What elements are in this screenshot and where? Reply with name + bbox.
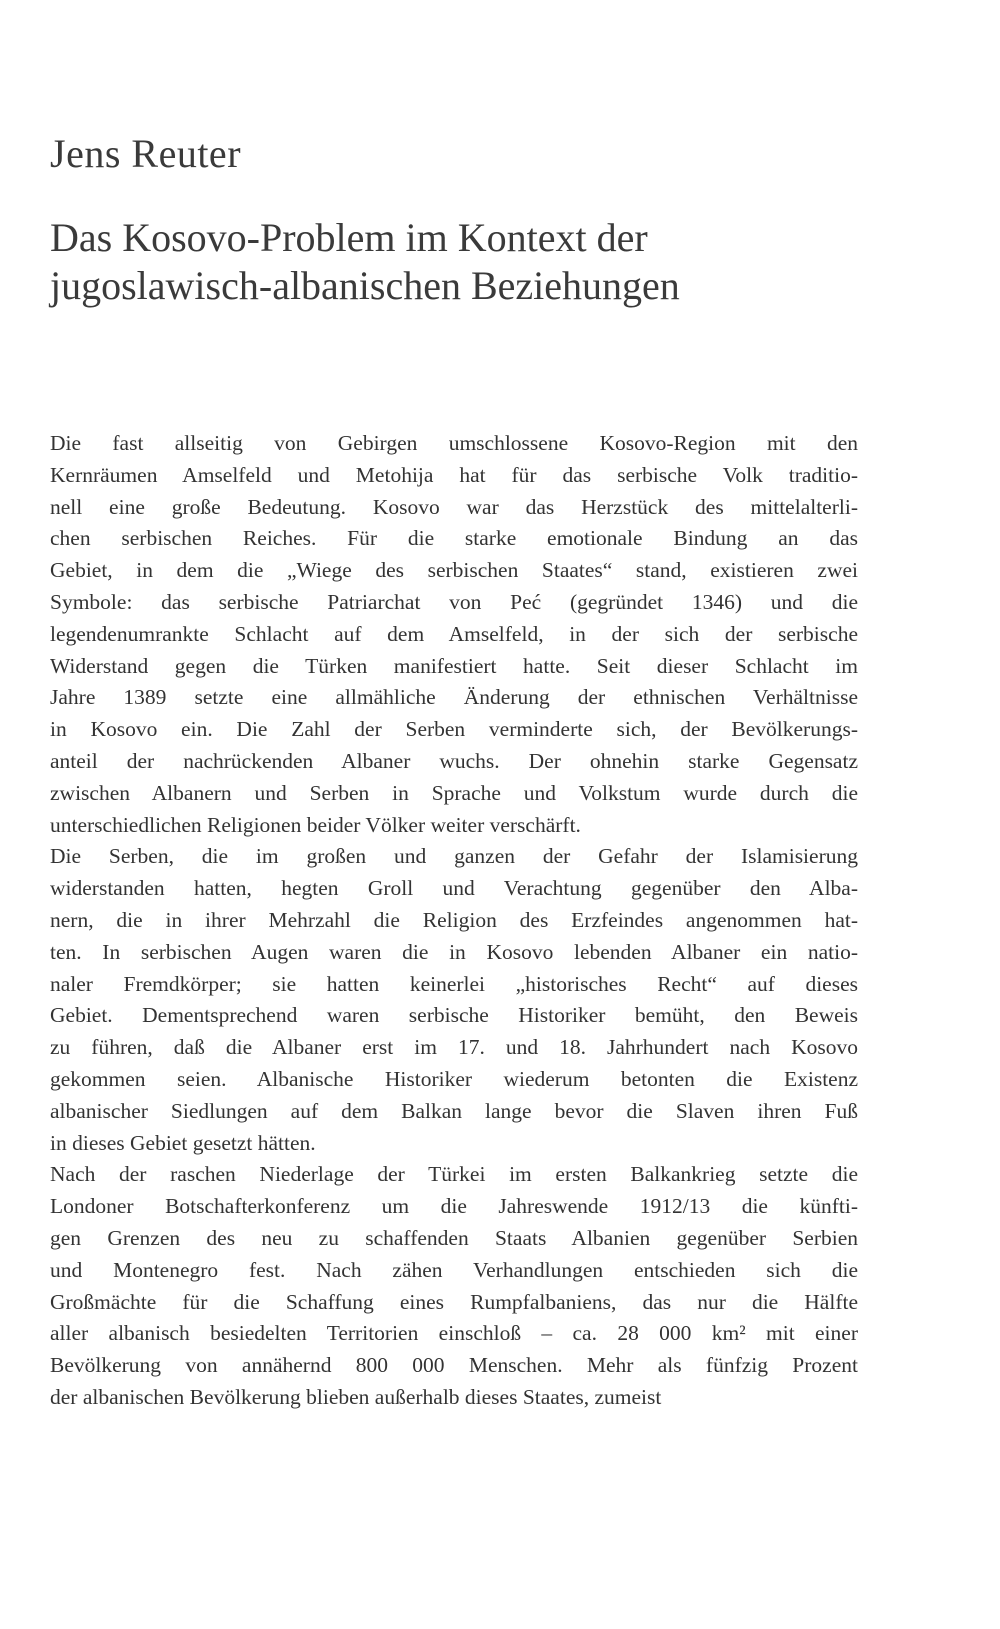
- text-line: anteil der nachrückenden Albaner wuchs. Der ohnehin starke Gegensatz: [50, 748, 858, 773]
- author-name: Jens Reuter: [50, 131, 242, 176]
- article-title: [50, 214, 810, 310]
- paragraph: [50, 428, 858, 841]
- text-line: Jahre 1389 setzte eine allmähliche Änderung der ethnischen Verhältnisse: [50, 685, 858, 710]
- paragraph: [50, 1159, 858, 1413]
- text-line: zwischen Albanern und Serben in Sprache und Volkstum wurde durch die: [50, 780, 858, 805]
- text-line: unterschiedlichen Religionen beider Völker weiter verschärft.: [50, 812, 581, 837]
- text-line: in Kosovo ein. Die Zahl der Serben verminderte sich, der Bevölkerungs-: [50, 717, 858, 742]
- text-line: naler Fremdkörper; sie hatten keinerlei „historisches Recht“ auf dieses: [50, 971, 858, 996]
- text-line: Symbole: das serbische Patriarchat von Peć (gegründet 1346) und die: [50, 589, 858, 614]
- text-line: widerstanden hatten, hegten Groll und Verachtung gegenüber den Alba-: [50, 876, 858, 901]
- text-line: Nach der raschen Niederlage der Türkei im ersten Balkankrieg setzte die: [50, 1162, 858, 1187]
- text-line: gekommen seien. Albanische Historiker wiederum betonten die Existenz: [50, 1066, 858, 1091]
- text-line: legendenumrankte Schlacht auf dem Amselfeld, in der sich der serbische: [50, 621, 858, 646]
- text-line: Die Serben, die im großen und ganzen der Gefahr der Islamisierung: [50, 844, 858, 869]
- article-title-line: jugoslawisch-albanischen Beziehungen: [50, 263, 680, 308]
- text-line: Londoner Botschafterkonferenz um die Jahreswende 1912/13 die künfti-: [50, 1194, 858, 1219]
- text-line: ten. In serbischen Augen waren die in Kosovo lebenden Albaner ein natio-: [50, 939, 858, 964]
- text-line: aller albanisch besiedelten Territorien einschloß – ca. 28 000 km² mit einer: [50, 1321, 858, 1346]
- text-line: gen Grenzen des neu zu schaffenden Staats Albanien gegenüber Serbien: [50, 1225, 858, 1250]
- text-line: nern, die in ihrer Mehrzahl die Religion des Erzfeindes angenommen hat-: [50, 907, 858, 932]
- body-text: [50, 428, 858, 1414]
- text-line: der albanischen Bevölkerung blieben außerhalb dieses Staates, zumeist: [50, 1384, 662, 1409]
- text-line: in dieses Gebiet gesetzt hätten.: [50, 1130, 316, 1155]
- article-title-line: Das Kosovo-Problem im Kontext der: [50, 215, 648, 260]
- text-line: Kernräumen Amselfeld und Metohija hat für das serbische Volk traditio-: [50, 462, 858, 487]
- text-line: Großmächte für die Schaffung eines Rumpfalbaniens, das nur die Hälfte: [50, 1289, 858, 1314]
- text-line: Bevölkerung von annähernd 800 000 Menschen. Mehr als fünfzig Prozent: [50, 1353, 858, 1378]
- text-line: zu führen, daß die Albaner erst im 17. und 18. Jahrhundert nach Kosovo: [50, 1035, 858, 1060]
- text-line: Gebiet. Dementsprechend waren serbische Historiker bemüht, den Beweis: [50, 1003, 858, 1028]
- text-line: chen serbischen Reiches. Für die starke emotionale Bindung an das: [50, 526, 858, 551]
- text-line: nell eine große Bedeutung. Kosovo war das Herzstück des mittelalterli-: [50, 494, 858, 519]
- paragraph: [50, 841, 858, 1159]
- text-line: albanischer Siedlungen auf dem Balkan lange bevor die Slaven ihren Fuß: [50, 1098, 858, 1123]
- text-line: Widerstand gegen die Türken manifestiert hatte. Seit dieser Schlacht im: [50, 653, 858, 678]
- text-line: Gebiet, in dem die „Wiege des serbischen Staates“ stand, existieren zwei: [50, 558, 858, 583]
- text-line: Die fast allseitig von Gebirgen umschlossene Kosovo-Region mit den: [50, 431, 858, 455]
- text-line: und Montenegro fest. Nach zähen Verhandlungen entschieden sich die: [50, 1257, 858, 1282]
